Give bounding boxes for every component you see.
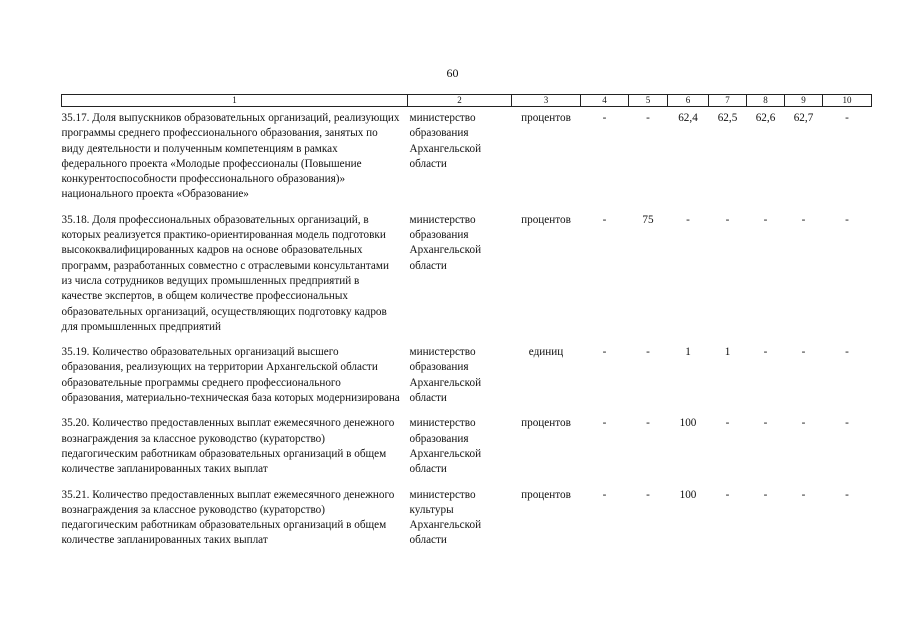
value-col-10: -: [845, 417, 849, 430]
indicator-name: 35.21. Количество предоставленных выплат ежемесячного денежного вознаграждения за классное руководство (кураторство) педагогическим работникам образовательных организаций в общем количестве запланированных таких выплат: [61, 488, 395, 547]
value-col-8: 62,6: [755, 112, 776, 124]
value-col-5: 75: [642, 213, 654, 226]
value-col-6: -: [686, 213, 690, 226]
value-col-5: -: [646, 346, 650, 359]
indicator-name: 35.18. Доля профессиональных образовательных организаций, в которых реализуется практико-ориентированная модель подготовки высококвалифицированных кадров на основе образовательных программ, разработанных совместно с отраслевыми консультантами из числа сотрудников ведущих промышленных предприятий в качестве экспертов, в общем количестве профессиональных образовательных организаций, осуществляющих подготовку кадров для промышленных предприятий: [61, 213, 389, 333]
responsible-ministry: министерство образования Архангельской области: [409, 213, 482, 272]
indicators-table: [61, 94, 872, 555]
unit-of-measure: процентов: [521, 213, 571, 226]
value-col-10: -: [845, 488, 849, 501]
column-header-2: 2: [408, 95, 512, 107]
table-row: [62, 341, 872, 412]
column-header-3: 3: [512, 95, 581, 107]
column-header-9: 9: [785, 95, 823, 107]
column-header-6: 6: [668, 95, 709, 107]
value-col-5: -: [646, 488, 650, 501]
value-col-7: 62,5: [717, 112, 738, 124]
value-col-4: -: [602, 213, 607, 226]
value-col-7: -: [725, 417, 730, 430]
table-row: [62, 107, 872, 209]
page-number: 60: [446, 66, 459, 80]
column-header-4: 4: [581, 95, 629, 107]
value-col-9: -: [801, 417, 806, 430]
value-col-7: 1: [724, 346, 731, 359]
table-row: [62, 484, 872, 555]
responsible-ministry: министерство культуры Архангельской области: [409, 488, 482, 547]
value-col-6: 100: [679, 488, 697, 501]
value-col-10: -: [845, 112, 849, 124]
column-header-10: 10: [823, 95, 872, 107]
value-col-7: -: [725, 488, 730, 501]
value-col-5: -: [646, 417, 650, 430]
indicator-name: 35.19. Количество образовательных организаций высшего образования, реализующих на территории Архангельской области образовательные программы среднего профессионального образования, материально-техническая база которых модернизирована: [61, 346, 400, 405]
unit-of-measure: процентов: [521, 112, 571, 124]
value-col-4: -: [602, 112, 607, 124]
table-row: [62, 412, 872, 483]
responsible-ministry: министерство образования Архангельской области: [409, 346, 482, 405]
column-header-1: 1: [62, 95, 408, 107]
responsible-ministry: министерство образования Архангельской области: [409, 417, 482, 476]
table-header-row: [62, 95, 872, 107]
value-col-8: -: [763, 417, 768, 430]
unit-of-measure: единиц: [528, 346, 564, 359]
value-col-9: -: [801, 213, 806, 226]
value-col-8: -: [763, 488, 768, 501]
indicator-name: 35.17. Доля выпускников образовательных организаций, реализующих программы среднего профессионального образования, занятых по виду деятельности и полученным компетенциям в рамках федерального проекта «Молодые профессионалы (Повышение конкурентоспособности профессионального образования)» национального проекта «Образование»: [61, 112, 400, 201]
value-col-4: -: [602, 346, 607, 359]
value-col-9: -: [801, 346, 806, 359]
table-row: [62, 209, 872, 341]
value-col-6: 62,4: [678, 112, 698, 124]
value-col-7: -: [725, 213, 730, 226]
column-header-8: 8: [747, 95, 785, 107]
value-col-8: -: [763, 346, 768, 359]
value-col-10: -: [845, 346, 849, 359]
value-col-4: -: [602, 417, 607, 430]
value-col-10: -: [845, 213, 849, 226]
value-col-6: 1: [685, 346, 691, 359]
column-header-7: 7: [709, 95, 747, 107]
value-col-5: -: [646, 112, 650, 124]
unit-of-measure: процентов: [521, 488, 571, 501]
value-col-8: -: [763, 213, 768, 226]
indicator-name: 35.20. Количество предоставленных выплат ежемесячного денежного вознаграждения за классное руководство (кураторство) педагогическим работникам образовательных организаций в общем количестве запланированных таких выплат: [61, 417, 395, 476]
responsible-ministry: министерство образования Архангельской области: [409, 112, 482, 170]
column-header-5: 5: [629, 95, 668, 107]
value-col-4: -: [602, 488, 607, 501]
unit-of-measure: процентов: [521, 417, 571, 430]
value-col-9: -: [801, 488, 806, 501]
value-col-9: 62,7: [793, 112, 814, 124]
value-col-6: 100: [679, 417, 697, 430]
